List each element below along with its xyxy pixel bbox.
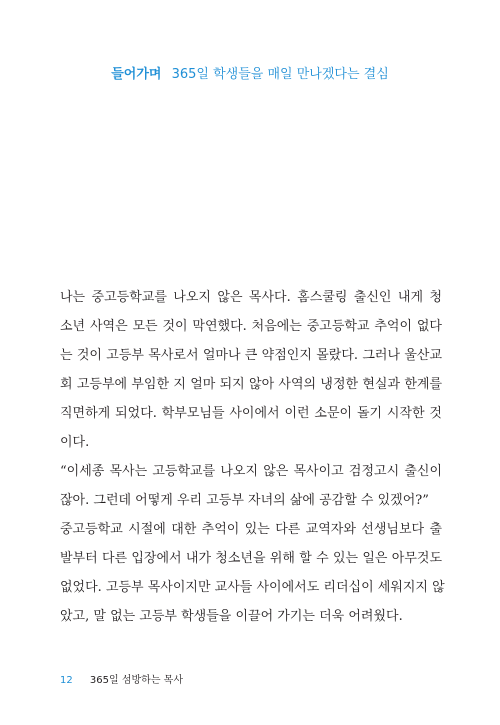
body-line: 잖아. 그런데 어떻게 우리 고등부 자녀의 삶에 공감할 수 있겠어?” xyxy=(60,493,429,508)
body-line: 았고, 말 없는 고등부 학생들을 이끌어 가기는 더욱 어려웠다. xyxy=(60,609,403,624)
chapter-heading xyxy=(0,63,500,82)
page-footer xyxy=(60,671,183,686)
body-line: 직면하게 되었다. 학부모님들 사이에서 이런 소문이 돌기 시작한 것 xyxy=(60,406,442,421)
body-line: “이세종 목사는 고등학교를 나오지 않은 목사이고 검정고시 출신이 xyxy=(60,464,442,479)
page-number: 12 xyxy=(60,675,73,686)
body-line: 중고등학교 시절에 대한 추억이 있는 다른 교역자와 선생님보다 출 xyxy=(60,522,442,537)
body-line: 는 것이 고등부 목사로서 얼마나 큰 약점인지 몰랐다. 그러나 울산교 xyxy=(60,348,442,363)
book-title: 365일 섬방하는 목사 xyxy=(89,675,183,686)
body-text xyxy=(60,283,445,631)
body-line: 소년 사역은 모든 것이 막연했다. 처음에는 중고등학교 추억이 없다 xyxy=(60,319,442,334)
body-line: 없었다. 고등부 목사이지만 교사들 사이에서도 리더십이 세워지지 않 xyxy=(60,580,445,595)
body-line: 회 고등부에 부임한 지 얼마 되지 않아 사역의 냉정한 현실과 한계를 xyxy=(60,377,442,392)
body-line: 이다. xyxy=(60,435,90,450)
chapter-title: 365일 학생들을 매일 만나겠다는 결심 xyxy=(171,67,389,82)
body-line: 나는 중고등학교를 나오지 않은 목사다. 홈스쿨링 출신인 내게 청 xyxy=(60,290,442,305)
chapter-label: 들어가며 xyxy=(111,67,162,82)
body-line: 발부터 다른 입장에서 내가 청소년을 위해 할 수 있는 일은 아무것도 xyxy=(60,551,442,566)
